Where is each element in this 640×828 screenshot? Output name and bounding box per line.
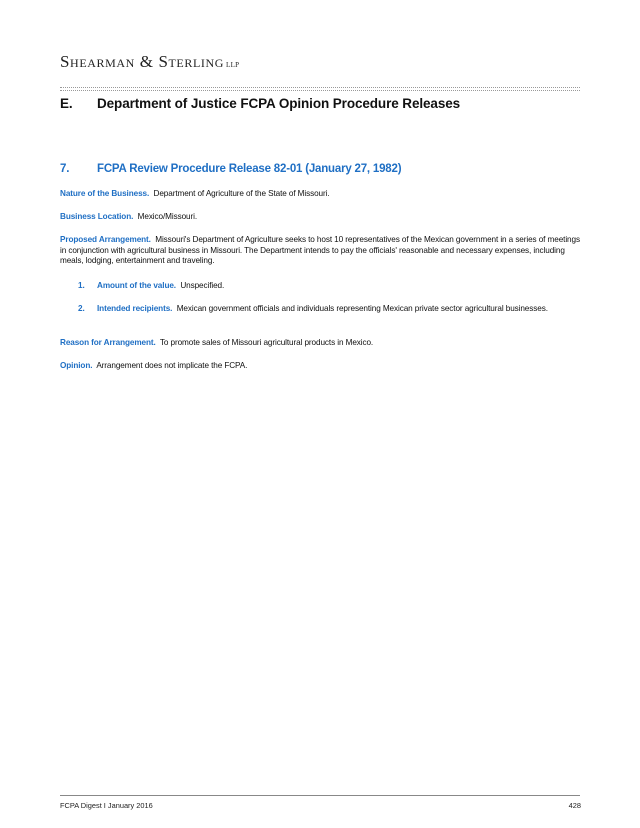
footer-publication: FCPA Digest I January 2016 [60,801,153,810]
nature-paragraph [60,189,585,200]
opinion-text: Arrangement does not implicate the FCPA. [96,361,248,370]
header-divider [60,87,580,91]
item-label: Intended recipients. [97,304,173,313]
nature-label: Nature of the Business. [60,189,150,198]
location-paragraph [60,212,585,223]
nature-text: Department of Agriculture of the State of Missouri. [153,189,330,198]
arrangement-text: Missouri's Department of Agriculture seeks to host 10 representatives of the Mexican government in a series of meetings in conjunction with agricultural business in Missouri. The Department intends to pay the officials' reasonable and necessary expenses, including meals, lodging, entertainment and traveling. [60,235,580,266]
footer-divider [60,795,580,796]
reason-text: To promote sales of Missouri agricultural products in Mexico. [159,338,374,347]
arrangement-paragraph [60,235,585,267]
arrangement-label: Proposed Arrangement. [60,235,151,244]
section-number: E. [60,96,73,111]
subsection-title: FCPA Review Procedure Release 82-01 (January 27, 1982) [97,163,402,175]
logo-text: Shearman & Sterling [60,52,225,71]
page-number: 428 [568,801,581,810]
item-number: 1. [78,281,85,290]
item-text: Mexican government officials and individuals representing Mexican private sector agricultural businesses. [176,304,548,313]
section-heading [60,96,460,111]
subsection-number: 7. [60,163,70,175]
list-item [78,281,583,292]
opinion-paragraph [60,361,585,372]
item-text: Unspecified. [180,281,225,290]
section-title: Department of Justice FCPA Opinion Procedure Releases [97,96,461,111]
item-label: Amount of the value. [97,281,176,290]
reason-label: Reason for Arrangement. [60,338,156,347]
firm-logo [60,52,239,72]
location-label: Business Location. [60,212,134,221]
subsection-heading [60,163,401,175]
location-text: Mexico/Missouri. [137,212,198,221]
reason-paragraph [60,338,585,349]
list-item [78,304,583,315]
opinion-label: Opinion. [60,361,93,370]
item-number: 2. [78,304,85,313]
logo-suffix: LLP [226,61,240,69]
